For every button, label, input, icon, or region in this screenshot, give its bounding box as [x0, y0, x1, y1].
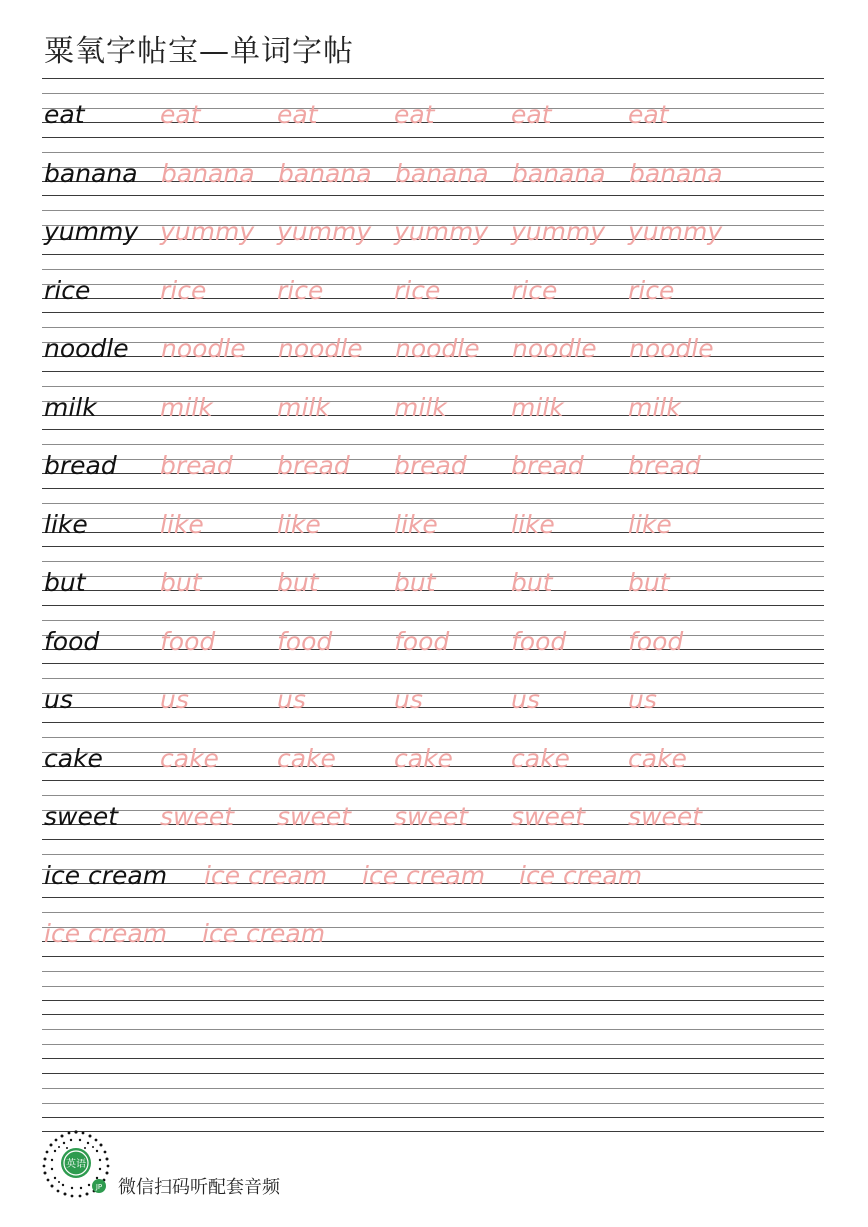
guide-rule-line — [42, 971, 824, 972]
trace-word: but — [511, 568, 553, 597]
qr-corner-label: JP — [95, 1183, 103, 1191]
trace-word: sweet — [511, 802, 586, 831]
trace-word: ice cream — [204, 861, 328, 890]
qr-code-icon[interactable] — [40, 1128, 112, 1200]
model-word: rice — [44, 276, 91, 305]
trace-word: milk — [160, 393, 213, 422]
trace-word: yummy — [628, 217, 723, 246]
trace-word: yummy — [160, 217, 255, 246]
model-word: milk — [44, 393, 97, 422]
trace-word: noodle — [395, 334, 480, 363]
trace-word: banana — [161, 159, 255, 188]
trace-word: banana — [512, 159, 606, 188]
trace-word: but — [628, 568, 670, 597]
qr-badge-label: 英语 — [66, 1159, 86, 1170]
trace-word: noodle — [161, 334, 246, 363]
model-word: banana — [44, 159, 138, 188]
trace-word: food — [277, 627, 333, 656]
word-row — [42, 137, 824, 195]
trace-word: rice — [628, 276, 675, 305]
trace-word: noodle — [512, 334, 597, 363]
trace-word: like — [277, 510, 321, 539]
trace-word: rice — [511, 276, 558, 305]
trace-word: food — [511, 627, 567, 656]
model-word: bread — [44, 451, 117, 480]
trace-word: noodle — [629, 334, 714, 363]
word-row — [42, 722, 824, 780]
audio-footer — [40, 1128, 360, 1200]
word-row — [42, 371, 824, 429]
trace-word: like — [394, 510, 438, 539]
trace-word: yummy — [511, 217, 606, 246]
base-rule-line — [42, 1058, 824, 1059]
base-rule-line — [42, 1117, 824, 1118]
word-row — [42, 254, 824, 312]
word-row — [42, 605, 824, 663]
model-word: yummy — [44, 217, 139, 246]
trace-word: ice cream — [519, 861, 643, 890]
trace-word: sweet — [394, 802, 469, 831]
trace-word: ice cream — [202, 919, 326, 948]
model-word: cake — [44, 744, 103, 773]
base-rule-line — [42, 1000, 824, 1001]
trace-word: food — [160, 627, 216, 656]
trace-word: us — [160, 685, 189, 714]
trace-word: sweet — [628, 802, 703, 831]
guide-rule-line — [42, 1103, 824, 1104]
page-title: 粟氧字帖宝—单词字帖 — [44, 34, 354, 69]
trace-word: us — [511, 685, 540, 714]
word-row — [42, 488, 824, 546]
trace-word: bread — [394, 451, 467, 480]
trace-word: yummy — [394, 217, 489, 246]
trace-word: banana — [395, 159, 489, 188]
trace-word: bread — [160, 451, 233, 480]
trace-word: milk — [277, 393, 330, 422]
overflow-row — [42, 897, 824, 955]
trace-word: food — [394, 627, 450, 656]
top-rule-line — [42, 1073, 824, 1074]
trace-word: like — [628, 510, 672, 539]
trace-word: eat — [394, 100, 435, 129]
trace-word: cake — [160, 744, 219, 773]
trace-word: but — [394, 568, 436, 597]
trace-word: eat — [511, 100, 552, 129]
guide-rule-line — [42, 1088, 824, 1089]
model-word: noodle — [44, 334, 129, 363]
audio-caption: 微信扫码听配套音频 — [118, 1177, 280, 1198]
top-rule-line — [42, 1014, 824, 1015]
word-row — [42, 195, 824, 253]
trace-word: sweet — [277, 802, 352, 831]
trace-word: eat — [277, 100, 318, 129]
word-row — [42, 546, 824, 604]
trace-word: cake — [511, 744, 570, 773]
word-row — [42, 663, 824, 721]
trace-word: sweet — [160, 802, 235, 831]
trace-word: rice — [394, 276, 441, 305]
trace-word: milk — [628, 393, 681, 422]
trace-word: ice cream — [362, 861, 486, 890]
trace-word: us — [628, 685, 657, 714]
word-row — [42, 429, 824, 487]
model-word: us — [44, 685, 73, 714]
model-word: like — [44, 510, 88, 539]
trace-word: cake — [394, 744, 453, 773]
model-word: sweet — [44, 802, 119, 831]
word-row — [42, 839, 824, 897]
top-rule-line — [42, 956, 824, 957]
trace-word: banana — [629, 159, 723, 188]
guide-rule-line — [42, 1044, 824, 1045]
trace-word: noodle — [278, 334, 363, 363]
trace-word: cake — [628, 744, 687, 773]
trace-word: bread — [277, 451, 350, 480]
trace-word: eat — [628, 100, 669, 129]
trace-word: milk — [394, 393, 447, 422]
trace-word: food — [628, 627, 684, 656]
trace-word: rice — [277, 276, 324, 305]
trace-word: milk — [511, 393, 564, 422]
model-word: eat — [44, 100, 85, 129]
trace-word: but — [277, 568, 319, 597]
word-row — [42, 780, 824, 838]
trace-word: like — [511, 510, 555, 539]
trace-word: ice cream — [44, 919, 168, 948]
trace-word: bread — [511, 451, 584, 480]
trace-word: but — [160, 568, 202, 597]
guide-rule-line — [42, 986, 824, 987]
model-word: but — [44, 568, 86, 597]
model-word: ice cream — [44, 861, 168, 890]
trace-word: rice — [160, 276, 207, 305]
trace-word: banana — [278, 159, 372, 188]
trace-word: cake — [277, 744, 336, 773]
trace-word: us — [394, 685, 423, 714]
trace-word: like — [160, 510, 204, 539]
word-row — [42, 312, 824, 370]
trace-word: yummy — [277, 217, 372, 246]
word-row — [42, 78, 824, 136]
guide-rule-line — [42, 1029, 824, 1030]
practice-sheet — [42, 0, 824, 1227]
trace-word: eat — [160, 100, 201, 129]
model-word: food — [44, 627, 100, 656]
trace-word: bread — [628, 451, 701, 480]
trace-word: us — [277, 685, 306, 714]
